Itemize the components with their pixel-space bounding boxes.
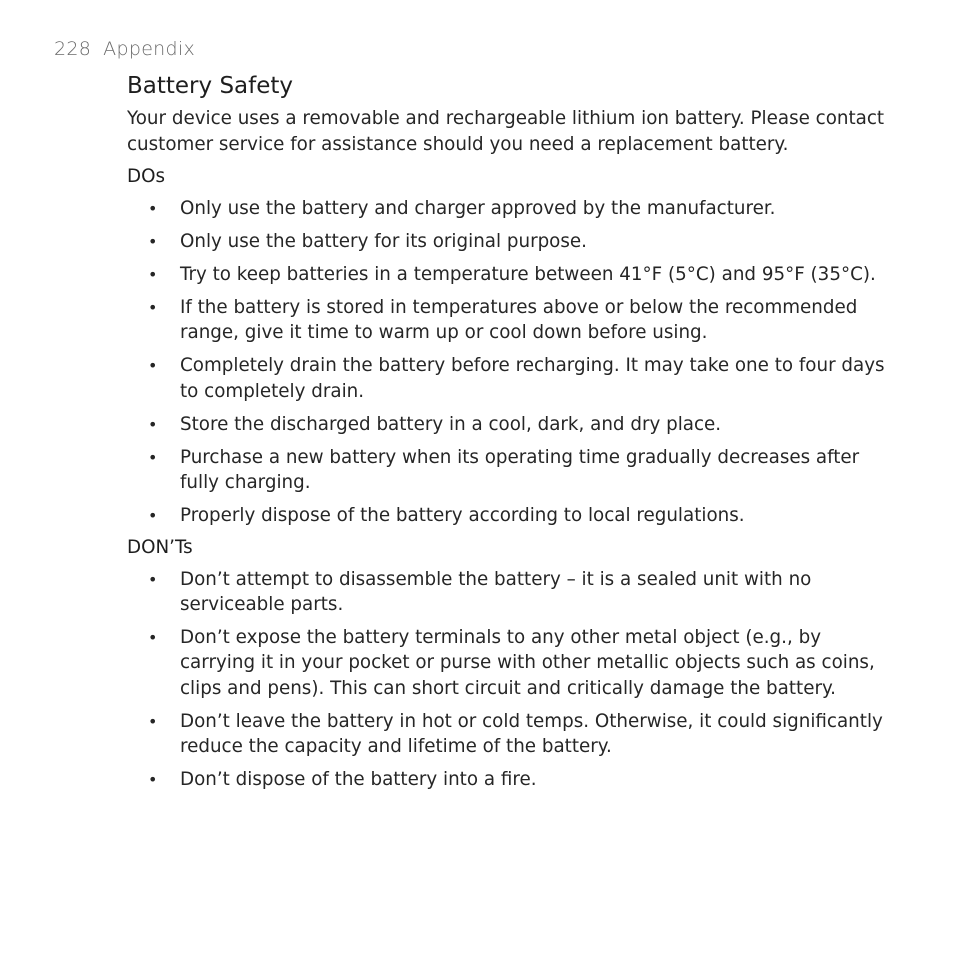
bullet-icon: • [148, 264, 158, 284]
dos-heading: DOs [127, 166, 165, 187]
section-title: Battery Safety [127, 73, 294, 99]
bullet-icon: • [148, 199, 158, 218]
bullet-icon: • [148, 297, 158, 317]
list-item: • Only use the battery and charger approved by the manufacturer. [127, 196, 887, 221]
list-item: • Don’t attempt to disassemble the battery – it is a sealed unit with no serviceable parts. [148, 568, 812, 616]
bullet-icon: • [148, 356, 158, 376]
list-item: • Properly dispose of the battery according to local regulations. [127, 503, 887, 528]
list-item: • Don’t leave the battery in hot or cold temps. Otherwise, it could significantly reduce the capacity and lifetime of the battery. [148, 710, 883, 757]
intro-paragraph: Your device uses a removable and rechargeable lithium ion battery. Please contact customer service for assistance should you need a replacement battery. [127, 108, 885, 155]
bullet-icon: • [148, 569, 158, 589]
dos-list [127, 196, 887, 528]
bullet-icon: • [148, 505, 158, 525]
page-number: 228 [54, 38, 92, 60]
bullet-icon: • [148, 231, 158, 251]
bullet-icon: • [148, 711, 158, 731]
list-item: • If the battery is stored in temperatures above or below the recommended range, give it time to warm up or cool down before using. [148, 296, 858, 344]
list-item: • Store the discharged battery in a cool, dark, and dry place. [127, 412, 887, 437]
list-item: • Only use the battery for its original purpose. [127, 229, 887, 254]
list-item: • Try to keep batteries in a temperature between 41°F (5°C) and 95°F (35°C). [127, 262, 887, 287]
bullet-icon: • [148, 769, 158, 789]
list-item: • Don’t expose the battery terminals to any other metal object (e.g., by carrying it in your pocket or purse with other metallic objects such as coins, clips and pens). This can short circuit and critically damage the battery. [148, 627, 875, 699]
bullet-icon: • [148, 447, 158, 467]
list-item: • Completely drain the battery before recharging. It may take one to four days to completely drain. [148, 355, 885, 402]
section-name: Appendix [103, 38, 196, 60]
bullet-icon: • [148, 628, 158, 648]
donts-list [127, 567, 887, 792]
page-content [127, 71, 887, 800]
list-item: • Don’t dispose of the battery into a fire. [127, 767, 887, 792]
running-header [54, 38, 195, 60]
donts-heading: DON’Ts [127, 536, 193, 558]
list-item: • Purchase a new battery when its operating time gradually decreases after fully charging. [148, 446, 860, 493]
bullet-icon: • [148, 414, 158, 434]
